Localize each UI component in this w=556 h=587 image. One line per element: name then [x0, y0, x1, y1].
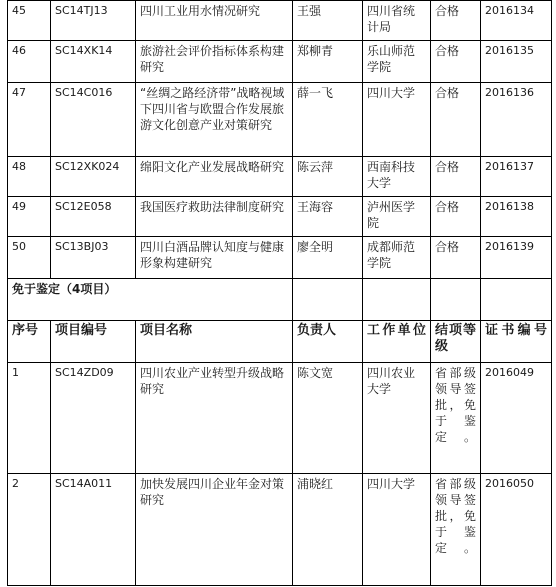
- header-unit: 工作单位: [363, 321, 431, 363]
- result-level: 省部级领导签批，免于鉴定。: [431, 474, 481, 586]
- project-name: “丝绸之路经济带”战略视域下四川省与欧盟合作发展旅游文化创意产业对策研究: [136, 83, 293, 157]
- empty-cell: [481, 279, 552, 321]
- table-header-row: [8, 321, 552, 363]
- certificate-number: 2016137: [481, 157, 552, 197]
- project-code: SC14ZD09: [51, 363, 136, 474]
- project-code: SC14XK14: [51, 41, 136, 83]
- section-title: 免于鉴定（4项目）: [8, 279, 293, 321]
- project-code: SC14C016: [51, 83, 136, 157]
- certificate-number: 2016050: [481, 474, 552, 586]
- header-cert: 证书编号: [481, 321, 552, 363]
- work-unit: 西南科技大学: [363, 157, 431, 197]
- certificate-number: 2016138: [481, 197, 552, 237]
- project-leader: 薛一飞: [293, 83, 363, 157]
- row-number: 2: [8, 474, 51, 586]
- project-name: 我国医疗救助法律制度研究: [136, 197, 293, 237]
- table-row: [8, 83, 552, 157]
- project-leader: 郑柳青: [293, 41, 363, 83]
- certificate-number: 2016135: [481, 41, 552, 83]
- result-level: 合格: [431, 41, 481, 83]
- empty-cell: [293, 279, 363, 321]
- header-name: 项目名称: [136, 321, 293, 363]
- result-level: 合格: [431, 83, 481, 157]
- certificate-number: 2016139: [481, 237, 552, 279]
- table-row: [8, 41, 552, 83]
- project-code: SC12E058: [51, 197, 136, 237]
- work-unit: 四川省统计局: [363, 1, 431, 41]
- header-result: 结项等级: [431, 321, 481, 363]
- project-leader: 陈文宽: [293, 363, 363, 474]
- result-level: 省部级领导签批，免于鉴定。: [431, 363, 481, 474]
- row-number: 46: [8, 41, 51, 83]
- project-name: 旅游社会评价指标体系构建研究: [136, 41, 293, 83]
- table-row: [8, 363, 552, 474]
- project-leader: 浦晓红: [293, 474, 363, 586]
- project-leader: 廖全明: [293, 237, 363, 279]
- results-table: [7, 0, 552, 586]
- row-number: 50: [8, 237, 51, 279]
- certificate-number: 2016134: [481, 1, 552, 41]
- table-row: [8, 474, 552, 586]
- project-leader: 王海容: [293, 197, 363, 237]
- project-code: SC14TJ13: [51, 1, 136, 41]
- project-leader: 陈云萍: [293, 157, 363, 197]
- table-row: [8, 1, 552, 41]
- row-number: 49: [8, 197, 51, 237]
- certificate-number: 2016049: [481, 363, 552, 474]
- header-code: 项目编号: [51, 321, 136, 363]
- empty-cell: [431, 279, 481, 321]
- row-number: 47: [8, 83, 51, 157]
- work-unit: 四川大学: [363, 83, 431, 157]
- project-code: SC12XK024: [51, 157, 136, 197]
- header-no: 序号: [8, 321, 51, 363]
- project-name: 加快发展四川企业年金对策研究: [136, 474, 293, 586]
- empty-cell: [363, 279, 431, 321]
- project-name: 四川白酒品牌认知度与健康形象构建研究: [136, 237, 293, 279]
- section-heading-row: [8, 279, 552, 321]
- table-row: [8, 237, 552, 279]
- project-name: 绵阳文化产业发展战略研究: [136, 157, 293, 197]
- result-level: 合格: [431, 237, 481, 279]
- work-unit: 四川大学: [363, 474, 431, 586]
- project-code: SC13BJ03: [51, 237, 136, 279]
- row-number: 48: [8, 157, 51, 197]
- work-unit: 泸州医学院: [363, 197, 431, 237]
- header-leader: 负责人: [293, 321, 363, 363]
- table-row: [8, 157, 552, 197]
- project-code: SC14A011: [51, 474, 136, 586]
- work-unit: 成都师范学院: [363, 237, 431, 279]
- certificate-number: 2016136: [481, 83, 552, 157]
- result-level: 合格: [431, 197, 481, 237]
- table-row: [8, 197, 552, 237]
- project-name: 四川工业用水情况研究: [136, 1, 293, 41]
- project-leader: 王强: [293, 1, 363, 41]
- work-unit: 四川农业大学: [363, 363, 431, 474]
- row-number: 45: [8, 1, 51, 41]
- result-level: 合格: [431, 1, 481, 41]
- work-unit: 乐山师范学院: [363, 41, 431, 83]
- project-name: 四川农业产业转型升级战略研究: [136, 363, 293, 474]
- result-level: 合格: [431, 157, 481, 197]
- row-number: 1: [8, 363, 51, 474]
